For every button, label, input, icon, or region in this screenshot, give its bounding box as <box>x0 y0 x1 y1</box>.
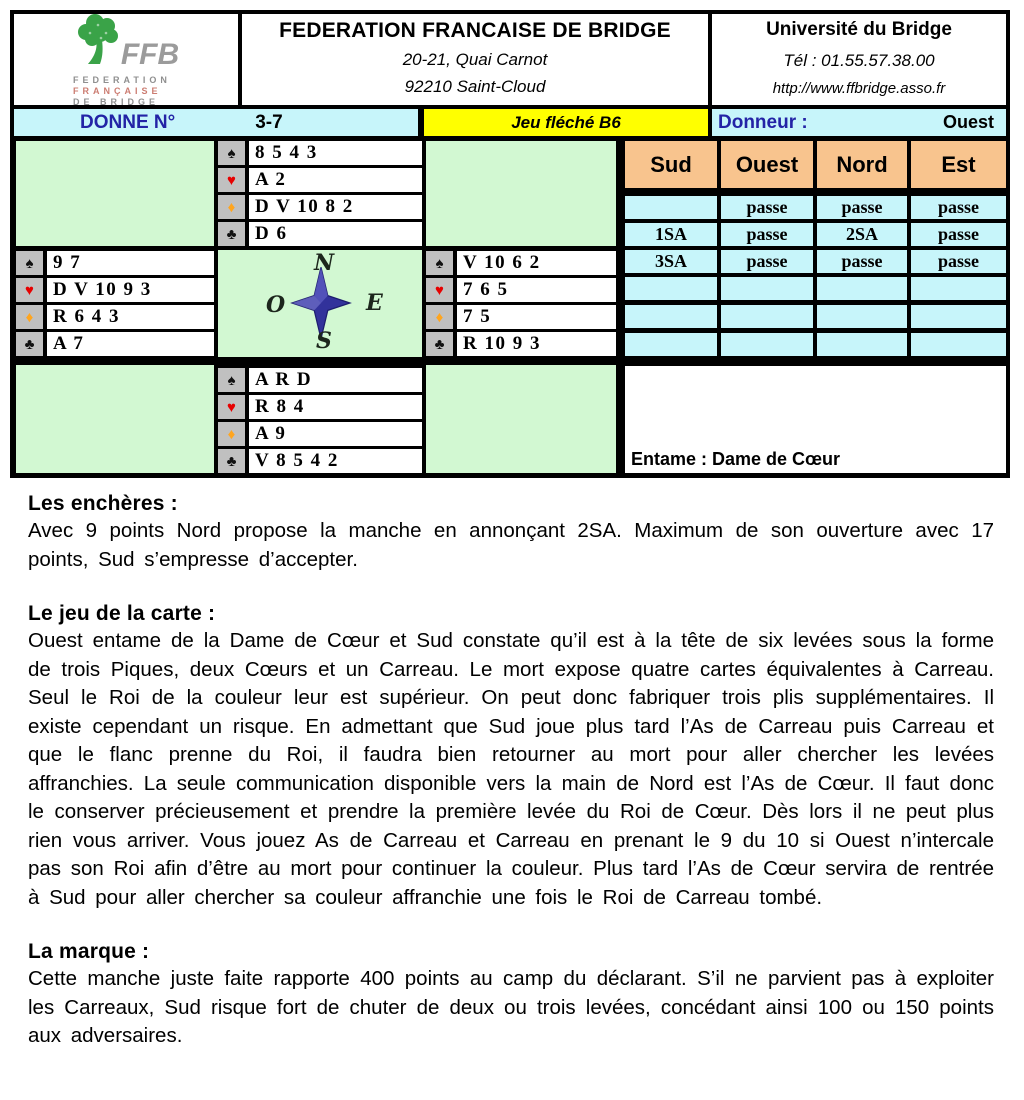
club-icon: ♣ <box>218 449 245 473</box>
heart-icon: ♥ <box>426 278 453 302</box>
west-spades: 9 7 <box>47 251 214 275</box>
donneur-bar <box>712 109 1006 136</box>
section-title: Le jeu de la carte : <box>28 602 216 625</box>
bidding-header-sud: Sud <box>625 141 717 188</box>
north-clubs: D 6 <box>249 222 422 246</box>
east-clubs: R 10 9 3 <box>457 332 616 356</box>
bid-cell: 1SA <box>625 223 717 246</box>
donneur-label: Donneur : <box>718 111 808 133</box>
bridge-sheet <box>10 10 1010 478</box>
north-hearts: A 2 <box>249 168 422 192</box>
bid-cell: passe <box>817 250 907 273</box>
ffb-logo <box>14 14 238 105</box>
compass-north-label: N <box>314 250 335 276</box>
bidding-header-est: Est <box>911 141 1006 188</box>
bid-cell: passe <box>911 250 1006 273</box>
spade-icon: ♠ <box>16 251 43 275</box>
bid-cell <box>817 305 907 328</box>
bid-cell: 3SA <box>625 250 717 273</box>
club-icon: ♣ <box>16 332 43 356</box>
compass-west-label: O <box>266 292 286 318</box>
filler-bottom-left <box>16 365 214 473</box>
diamond-icon: ♦ <box>218 195 245 219</box>
section-body: Ouest entame de la Dame de Cœur et Sud constate qu’il est à la tête de six levées sous la forme de trois Piques, deux Cœurs et un Carreau. Le mort expose quatre cartes équivalentes à Carreau. Seul le Roi de la couleur leur est supérieur. On peut donc fabriquer trois plis supplémentaires. Il existe cependant un risque. En admettant que Sud joue plus tard l’As de Carreau puis Carreau et que le flanc prenne du Roi, il faudra bien retourner au mort pour aller chercher les levées affranchies. La seule communication disponible vers la main de Nord est l’As de Cœur. Il faut donc le conserver précieusement et prendre la première levée du Roi de Cœur. Dès lors il ne peut plus rien vous arriver. Vous jouez As de Carreau et Carreau en prenant le 9 du 10 si Ouest n’intercale pas son Roi afin d’être au mort pour continuer la couleur. Plus tard l’As de Cœur servira de rentrée à Sud pour aller chercher sa couleur affranchie une fois le Roi de Carreau tombé. <box>28 629 994 909</box>
north-spades: 8 5 4 3 <box>249 141 422 165</box>
compass-east-label: E <box>366 290 383 316</box>
compass-rose <box>218 250 422 357</box>
bid-cell <box>625 277 717 300</box>
south-hearts: R 8 4 <box>249 395 422 419</box>
west-hearts: D V 10 9 3 <box>47 278 214 302</box>
section-body: Cette manche juste faite rapporte 400 points au camp du déclarant. S’il ne parvient pas à exploiter les Carreaux, Sud risque fort de chuter de deux ou trois levées, concédant ainsi 100 ou 150 points aux adversaires. <box>28 967 994 1047</box>
club-icon: ♣ <box>218 222 245 246</box>
section-body: Avec 9 points Nord propose la manche en annonçant 2SA. Maximum de son ouverture avec 17 points, Sud s’empresse d’accepter. <box>28 519 994 571</box>
logo-caption-francaise: FRANÇAISE <box>73 86 162 96</box>
heart-icon: ♥ <box>16 278 43 302</box>
diamond-icon: ♦ <box>16 305 43 329</box>
universite-title: Université du Bridge <box>766 19 952 40</box>
spade-icon: ♠ <box>426 251 453 275</box>
compass-south-label: S <box>316 328 332 354</box>
bid-cell: passe <box>721 250 813 273</box>
section-title: La marque : <box>28 940 150 963</box>
north-diamonds: D V 10 8 2 <box>249 195 422 219</box>
south-clubs: V 8 5 4 2 <box>249 449 422 473</box>
bid-cell: passe <box>911 223 1006 246</box>
diamond-icon: ♦ <box>426 305 453 329</box>
section-encheres <box>28 492 994 574</box>
bid-cell <box>625 333 717 356</box>
east-hearts: 7 6 5 <box>457 278 616 302</box>
bid-cell <box>817 277 907 300</box>
east-spades: V 10 6 2 <box>457 251 616 275</box>
filler-bottom-right <box>426 365 616 473</box>
club-icon: ♣ <box>426 332 453 356</box>
bid-cell <box>911 333 1006 356</box>
diamond-icon: ♦ <box>218 422 245 446</box>
bid-cell <box>911 305 1006 328</box>
donne-label: DONNE N° <box>80 111 176 133</box>
universite-header <box>712 14 1006 105</box>
ffb-logo-text: FFB <box>120 38 180 71</box>
bid-cell <box>911 277 1006 300</box>
entame-cell <box>625 366 1006 473</box>
federation-address-line2: 92210 Saint-Cloud <box>404 77 546 96</box>
donne-bar <box>14 109 418 136</box>
spade-icon: ♠ <box>218 368 245 392</box>
commentary <box>28 492 994 1079</box>
federation-header <box>242 14 708 105</box>
federation-address-line1: 20-21, Quai Carnot <box>402 50 548 69</box>
bid-cell <box>625 196 717 219</box>
south-spades: A R D <box>249 368 422 392</box>
bid-cell: passe <box>721 223 813 246</box>
bidding-header-ouest: Ouest <box>721 141 813 188</box>
filler-top-right <box>426 141 616 246</box>
universite-phone: Tél : 01.55.57.38.00 <box>783 50 935 70</box>
bid-cell: passe <box>721 196 813 219</box>
bidding-header-nord: Nord <box>817 141 907 188</box>
donneur-value: Ouest <box>942 112 994 132</box>
federation-title: FEDERATION FRANCAISE DE BRIDGE <box>279 19 671 42</box>
donne-number: 3-7 <box>255 111 283 133</box>
logo-caption-debridge: DE BRIDGE <box>73 97 160 107</box>
entame-text: Entame : Dame de Cœur <box>631 449 841 469</box>
bid-cell <box>721 277 813 300</box>
spade-icon: ♠ <box>218 141 245 165</box>
bid-cell <box>625 305 717 328</box>
west-clubs: A 7 <box>47 332 214 356</box>
east-diamonds: 7 5 <box>457 305 616 329</box>
jeu-fleche-banner: Jeu fléché B6 <box>424 109 708 136</box>
section-title: Les enchères : <box>28 492 178 515</box>
bid-cell: passe <box>817 196 907 219</box>
bid-cell <box>721 305 813 328</box>
south-diamonds: A 9 <box>249 422 422 446</box>
bid-cell: 2SA <box>817 223 907 246</box>
bid-cell: passe <box>911 196 1006 219</box>
heart-icon: ♥ <box>218 168 245 192</box>
section-jeu-de-la-carte <box>28 602 994 912</box>
west-diamonds: R 6 4 3 <box>47 305 214 329</box>
logo-caption-federation: FEDERATION <box>73 75 171 85</box>
heart-icon: ♥ <box>218 395 245 419</box>
bid-cell <box>817 333 907 356</box>
universite-url: http://www.ffbridge.asso.fr <box>772 80 946 97</box>
section-marque <box>28 940 994 1051</box>
filler-top-left <box>16 141 214 246</box>
bid-cell <box>721 333 813 356</box>
